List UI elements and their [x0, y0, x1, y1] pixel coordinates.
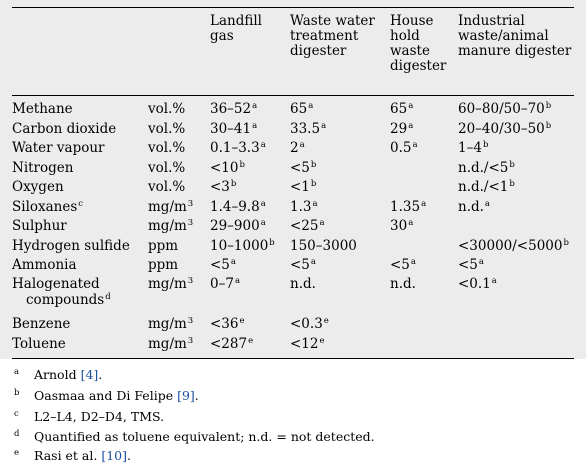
unit-text: mg/m — [148, 336, 187, 352]
superscript-note: a — [408, 101, 414, 111]
row-label-text: Methane — [12, 101, 73, 117]
superscript-note: b — [563, 238, 569, 248]
value-cell — [290, 121, 326, 138]
value-cell — [210, 257, 236, 274]
value-cell — [390, 257, 416, 274]
value-cell — [290, 101, 313, 118]
row-label-text: Sulphur — [12, 218, 67, 234]
value-cell — [390, 218, 413, 235]
value-text: 30–41 — [210, 121, 252, 137]
value-cell — [290, 218, 325, 235]
superscript-note: b — [509, 179, 515, 189]
value-cell — [458, 238, 569, 255]
footnote-text: Rasi et al. — [34, 448, 102, 463]
value-cell — [458, 101, 551, 118]
superscript-note: 3 — [187, 336, 194, 346]
value-cell — [210, 199, 266, 216]
row-label-text: Hydrogen sulfide — [12, 238, 130, 254]
value-text: 29 — [390, 121, 408, 137]
superscript-note: a — [308, 101, 314, 111]
citation-link[interactable]: [9] — [177, 388, 195, 403]
value-text: <10 — [210, 160, 239, 176]
value-cell — [210, 218, 266, 235]
row-label — [12, 238, 130, 255]
row-label-text: Carbon dioxide — [12, 121, 117, 137]
column-header: Landfill gas — [210, 13, 262, 44]
unit-text: vol.% — [148, 179, 186, 195]
superscript-note: a — [252, 101, 258, 111]
unit-text: mg/m — [148, 218, 187, 234]
value-text: 65 — [290, 101, 308, 117]
footnote: d Quantified as toluene equivalent; n.d. = not detected. — [14, 429, 375, 444]
superscript-note: b — [310, 160, 317, 170]
superscript-note: e — [248, 336, 254, 346]
value-cell — [210, 238, 275, 255]
value-cell — [458, 276, 497, 293]
value-text: 0.5 — [390, 140, 412, 156]
value-text: <1 — [290, 179, 310, 195]
value-cell — [458, 199, 490, 216]
value-text: n.d./<1 — [458, 179, 509, 195]
superscript-note: e — [323, 316, 329, 326]
superscript-note: a — [412, 140, 418, 150]
superscript-note: e — [239, 316, 245, 326]
unit-text: mg/m — [148, 199, 187, 215]
unit-cell — [148, 276, 193, 293]
unit-cell — [148, 121, 185, 138]
value-text: 1.4–9.8 — [210, 199, 260, 215]
value-text: <12 — [290, 336, 319, 352]
unit-text: ppm — [148, 238, 179, 254]
value-text: 33.5 — [290, 121, 321, 137]
value-text: n.d. — [290, 276, 316, 292]
value-text: <3 — [210, 179, 230, 195]
footnote-text: Arnold — [34, 367, 81, 382]
table-rule-header — [12, 95, 574, 96]
value-text: 1.3 — [290, 199, 312, 215]
unit-cell — [148, 160, 185, 177]
column-header: House hold waste digester — [390, 13, 447, 74]
superscript-note: b — [482, 140, 489, 150]
unit-text: mg/m — [148, 316, 187, 332]
superscript-note: a — [312, 199, 318, 209]
value-text: n.d. — [458, 199, 484, 215]
value-text: 1–4 — [458, 140, 482, 156]
value-text: <36 — [210, 316, 239, 332]
unit-cell — [148, 238, 178, 255]
superscript-note: a — [252, 121, 258, 131]
unit-cell — [148, 101, 185, 118]
column-header: Waste water treatment digester — [290, 13, 375, 59]
value-cell — [290, 238, 357, 255]
footnote: e Rasi et al. [10]. — [14, 448, 131, 463]
row-label-text: Toluene — [12, 336, 66, 352]
superscript-note: a — [478, 257, 484, 267]
unit-cell — [148, 140, 185, 157]
superscript-note: c — [78, 199, 84, 209]
column-header: Industrial waste/animal manure digester — [458, 13, 572, 59]
superscript-note: a — [260, 140, 266, 150]
superscript-note: a — [410, 257, 416, 267]
superscript-note: a — [299, 140, 305, 150]
value-text: <5 — [390, 257, 410, 273]
value-cell — [290, 257, 316, 274]
footnote-text: Quantified as toluene equivalent; n.d. = not detected. — [34, 429, 375, 444]
row-label-text: Halogenated — [12, 276, 100, 292]
value-cell — [458, 140, 488, 157]
value-cell — [390, 140, 418, 157]
value-text: 36–52 — [210, 101, 252, 117]
value-cell — [210, 179, 236, 196]
unit-cell — [148, 316, 193, 333]
superscript-note: a — [319, 218, 325, 228]
value-cell — [210, 160, 245, 177]
value-cell — [210, 276, 240, 293]
unit-text: ppm — [148, 257, 179, 273]
value-text: <5 — [290, 160, 310, 176]
row-label-text: Ammonia — [12, 257, 77, 273]
row-label — [12, 140, 105, 157]
value-text: 29–900 — [210, 218, 260, 234]
superscript-note: e — [319, 336, 325, 346]
value-text: <5 — [458, 257, 478, 273]
superscript-note: a — [421, 199, 427, 209]
table-rule-top — [12, 7, 574, 8]
value-cell — [458, 160, 515, 177]
value-text: n.d. — [390, 276, 416, 292]
value-cell — [290, 276, 316, 293]
superscript-note: b — [509, 160, 515, 170]
value-cell — [458, 121, 551, 138]
superscript-note: a — [234, 276, 241, 286]
value-cell — [210, 336, 253, 353]
superscript-note: a — [310, 257, 316, 267]
value-text: <30000/<5000 — [458, 238, 563, 254]
value-text: <0.1 — [458, 276, 491, 292]
row-label-text: Siloxanes — [12, 199, 78, 215]
value-text: <287 — [210, 336, 248, 352]
superscript-note: a — [491, 276, 497, 286]
row-label-text: compounds — [26, 292, 105, 308]
row-label — [12, 101, 73, 118]
table-rule-bottom — [12, 358, 574, 359]
superscript-note: 3 — [187, 316, 194, 326]
superscript-note: d — [105, 292, 111, 302]
superscript-note: a — [321, 121, 327, 131]
unit-text: vol.% — [148, 101, 186, 117]
unit-text: mg/m — [148, 276, 187, 292]
superscript-note: 3 — [187, 218, 194, 228]
row-label — [12, 218, 67, 235]
value-text: 60–80/50–70 — [458, 101, 545, 117]
footnote: a Arnold [4]. — [14, 367, 103, 382]
superscript-note: a — [230, 257, 236, 267]
superscript-note: 3 — [187, 276, 194, 286]
value-cell — [210, 101, 257, 118]
value-text: 0–7 — [210, 276, 234, 292]
unit-cell — [148, 257, 178, 274]
value-cell — [458, 257, 484, 274]
value-text: 1.35 — [390, 199, 421, 215]
superscript-note: a — [408, 121, 414, 131]
footnote-punctuation: . — [127, 448, 131, 463]
unit-cell — [148, 199, 193, 216]
value-cell — [390, 121, 413, 138]
row-label — [12, 316, 70, 333]
row-label-continued — [26, 293, 111, 307]
footnote-text: L2–L4, D2–D4, TMS. — [34, 409, 165, 424]
value-cell — [390, 199, 426, 216]
unit-text: vol.% — [148, 160, 186, 176]
superscript-note: 3 — [187, 199, 194, 209]
citation-link[interactable]: [10] — [101, 448, 127, 463]
value-text: 150–3000 — [290, 238, 357, 254]
value-text: 20–40/30–50 — [458, 121, 545, 137]
row-label — [12, 257, 77, 274]
value-cell — [290, 160, 316, 177]
value-cell — [458, 179, 515, 196]
footnote: b Oasmaa and Di Felipe [9]. — [14, 388, 199, 403]
superscript-note: b — [269, 238, 275, 248]
value-cell — [290, 316, 329, 333]
value-text: 2 — [290, 140, 299, 156]
footnote-text: Oasmaa and Di Felipe — [34, 388, 178, 403]
superscript-note: a — [408, 218, 414, 228]
row-label — [12, 276, 100, 293]
footnote-punctuation: . — [194, 388, 199, 403]
value-cell — [210, 316, 245, 333]
value-cell — [210, 140, 266, 157]
value-cell — [210, 121, 257, 138]
value-text: <0.3 — [290, 316, 323, 332]
superscript-note: b — [310, 179, 317, 189]
value-text: <5 — [210, 257, 230, 273]
value-cell — [390, 101, 413, 118]
unit-text: vol.% — [148, 121, 186, 137]
row-label-text: Water vapour — [12, 140, 105, 156]
row-label — [12, 160, 73, 177]
footnote: c L2–L4, D2–D4, TMS. — [14, 409, 165, 424]
row-label-text: Oxygen — [12, 179, 64, 195]
superscript-note: a — [484, 199, 490, 209]
value-text: <5 — [290, 257, 310, 273]
row-label-text: Benzene — [12, 316, 71, 332]
row-label-text: Nitrogen — [12, 160, 74, 176]
superscript-note: a — [260, 218, 266, 228]
superscript-note: b — [545, 121, 552, 131]
value-text: 30 — [390, 218, 408, 234]
value-cell — [290, 199, 318, 216]
row-label — [12, 199, 83, 216]
value-text: n.d./<5 — [458, 160, 509, 176]
value-text: 65 — [390, 101, 408, 117]
value-cell — [290, 179, 316, 196]
value-text: 0.1–3.3 — [210, 140, 260, 156]
row-label — [12, 336, 66, 353]
unit-cell — [148, 218, 193, 235]
value-text: 10–1000 — [210, 238, 269, 254]
superscript-note: a — [260, 199, 266, 209]
superscript-note: b — [545, 101, 552, 111]
value-cell — [290, 336, 325, 353]
citation-link[interactable]: [4] — [80, 367, 99, 382]
value-cell — [290, 140, 305, 157]
unit-cell — [148, 336, 193, 353]
superscript-note: b — [239, 160, 245, 170]
value-cell — [390, 276, 416, 293]
superscript-note: b — [230, 179, 237, 189]
row-label — [12, 121, 116, 138]
value-text: <25 — [290, 218, 319, 234]
footnote-punctuation: . — [98, 367, 103, 382]
unit-cell — [148, 179, 185, 196]
row-label — [12, 179, 64, 196]
unit-text: vol.% — [148, 140, 186, 156]
